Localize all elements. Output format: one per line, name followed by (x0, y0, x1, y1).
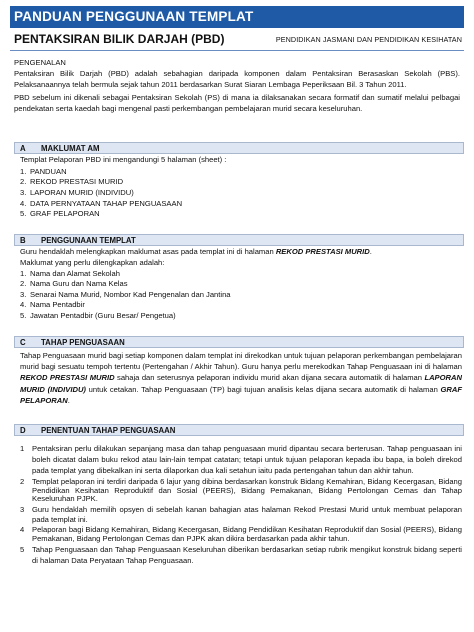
section-b-header (14, 234, 464, 246)
intro-section (14, 58, 460, 115)
list-item: 4. DATA PERNYATAAN TAHAP PENGUASAAN (20, 198, 183, 208)
list-item: 1. Nama dan Alamat Sekolah (20, 268, 120, 278)
section-b-lead-2: Maklumat yang perlu dilengkapkan adalah: (20, 257, 165, 267)
section-a-body (20, 155, 466, 220)
intro-paragraph-2: PBD sebelum ini dikenali sebagai Pentaksiran Sekolah (PS) di mana ia dilaksanakan secara formatif dan sumatif melalui pelbagai pendekatan serta kaedah bagi mengenal pasti perkembangan pembelajaran murid secara keseluruhan. (14, 93, 460, 114)
section-d-body (20, 444, 462, 567)
list-item: 2. Nama Guru dan Nama Kelas (20, 279, 128, 289)
list-item: 3 Guru hendaklah memilih opsyen di sebelah kanan bahagian atas halaman Rekod Prestasi Murid untuk membuat pelaporan pada templat ini. (20, 504, 462, 525)
section-a-header (14, 142, 464, 154)
section-c-body (20, 350, 462, 406)
list-item: 2. REKOD PRESTASI MURID (20, 177, 124, 187)
section-c-text-3: Penguasaan (TP) bagi tujuan analisis kelas dijana secara automatik di halaman GRAF PELAPORAN. (20, 384, 462, 405)
intro-paragraph-1: Pentaksiran Bilik Darjah (PBD) adalah sebahagian daripada komponen dalam Pentaksiran Berasaskan Sekolah (PBS). Pelaksanaannya telah bermula sejak tahun 2011 berdasarkan Surat Siaran Lembaga Peperiksaan Bil. 3 Tahun 2011. (14, 68, 460, 89)
list-item: 1 Pentaksiran perlu dilakukan sepanjang masa dan tahap penguasaan murid dipantau secara berterusan. Tahap penguasaan ini boleh dicatat dalam buku rekod atau lain-lain tempat catatan; tetapi untuk tujuan pelaporan kepada ibu bapa, ia boleh direkod pada templat yang dibekalkan ini serta dilaporkan dua kali setahun iaitu pada pertengahan tahun dan akhir tahun. (20, 444, 462, 475)
subtitle-bar (10, 31, 464, 51)
section-b-lead: Guru hendaklah melengkapkan maklumat asas pada templat ini di halaman REKOD PRESTASI MURID. (20, 247, 372, 256)
section-a-title: MAKLUMAT AM (41, 144, 100, 153)
list-item: 2 Templat pelaporan ini terdiri daripada 6 lajur yang dibina berdasarkan konstruk Bidang Kemahiran, Bidang Kecergasan, Bidang Pendidikan Kesihatan Reproduktif dan Sosial (PEERS), Bidang Pemakanan, Bidang Pertolongan Cemas dan Tahap Keseluruhan PJPK. (20, 477, 462, 504)
section-c-text-2: perlu merekodkan Tahap Penguasaan ini di halaman REKOD PRESTASI MURID sahaja dan seterusnya pelaporan individu murid akan dijana secara automatik di halaman LAPORAN MURID (INDIVIDU) untuk cetakan. Tahap (20, 362, 462, 394)
list-item: 5 Tahap Penguasaan dan Tahap Penguasaan Keseluruhan diberikan berdasarkan setiap rubrik mengikut konstruk bidang seperti di halaman Data Peryataan Tahap Penguasaan. (20, 545, 462, 565)
list-item: 5. Jawatan Pentadbir (Guru Besar/ Pengetua) (20, 310, 176, 320)
section-b-letter: B (20, 236, 26, 245)
section-c-letter: C (20, 338, 26, 347)
list-item: 3. LAPORAN MURID (INDIVIDU) (20, 187, 134, 197)
intro-heading: PENGENALAN (14, 58, 66, 67)
list-item: 5. GRAF PELAPORAN (20, 209, 100, 219)
subject-name: PENDIDIKAN JASMANI DAN PENDIDIKAN KESIHATAN (275, 35, 462, 44)
section-b-title: PENGGUNAAN TEMPLAT (41, 236, 136, 245)
section-d-title: PENENTUAN TAHAP PENGUASAAN (41, 426, 176, 435)
list-item: 3. Senarai Nama Murid, Nombor Kad Pengenalan dan Jantina (20, 289, 231, 299)
section-a-letter: A (20, 144, 26, 153)
section-c-text-1: Tahap Penguasaan murid bagi setiap komponen dalam templat ini direkodkan untuk tujuan pelaporan perkembangan pembelajaran murid bagi sesuatu tempoh tertentu (Pertengahan / Akhir Tahun). Guru hanya (20, 351, 462, 372)
section-d-header (14, 424, 464, 436)
section-d-letter: D (20, 426, 26, 435)
section-a-lead: Templat Pelaporan PBD ini mengandungi 5 halaman (sheet) : (20, 155, 227, 164)
document-title: PANDUAN PENGGUNAAN TEMPLAT (10, 6, 464, 28)
section-c-header (14, 336, 464, 348)
list-item: 4 Pelaporan bagi Bidang Kemahiran, Bidang Kecergasan, Bidang Pendidikan Kesihatan Reproduktif dan Sosial (PEERS), Bidang Pemakanan, Bidang Pertolongan Cemas dan PJPK akan dikira berdasarkan pada akhir tahun. (20, 525, 462, 544)
list-item: 4. Nama Pentadbir (20, 300, 85, 310)
section-b-body (20, 247, 466, 322)
list-item: 1. PANDUAN (20, 166, 67, 176)
document-subtitle: PENTAKSIRAN BILIK DARJAH (PBD) (14, 32, 225, 46)
section-c-title: TAHAP PENGUASAAN (41, 338, 125, 347)
